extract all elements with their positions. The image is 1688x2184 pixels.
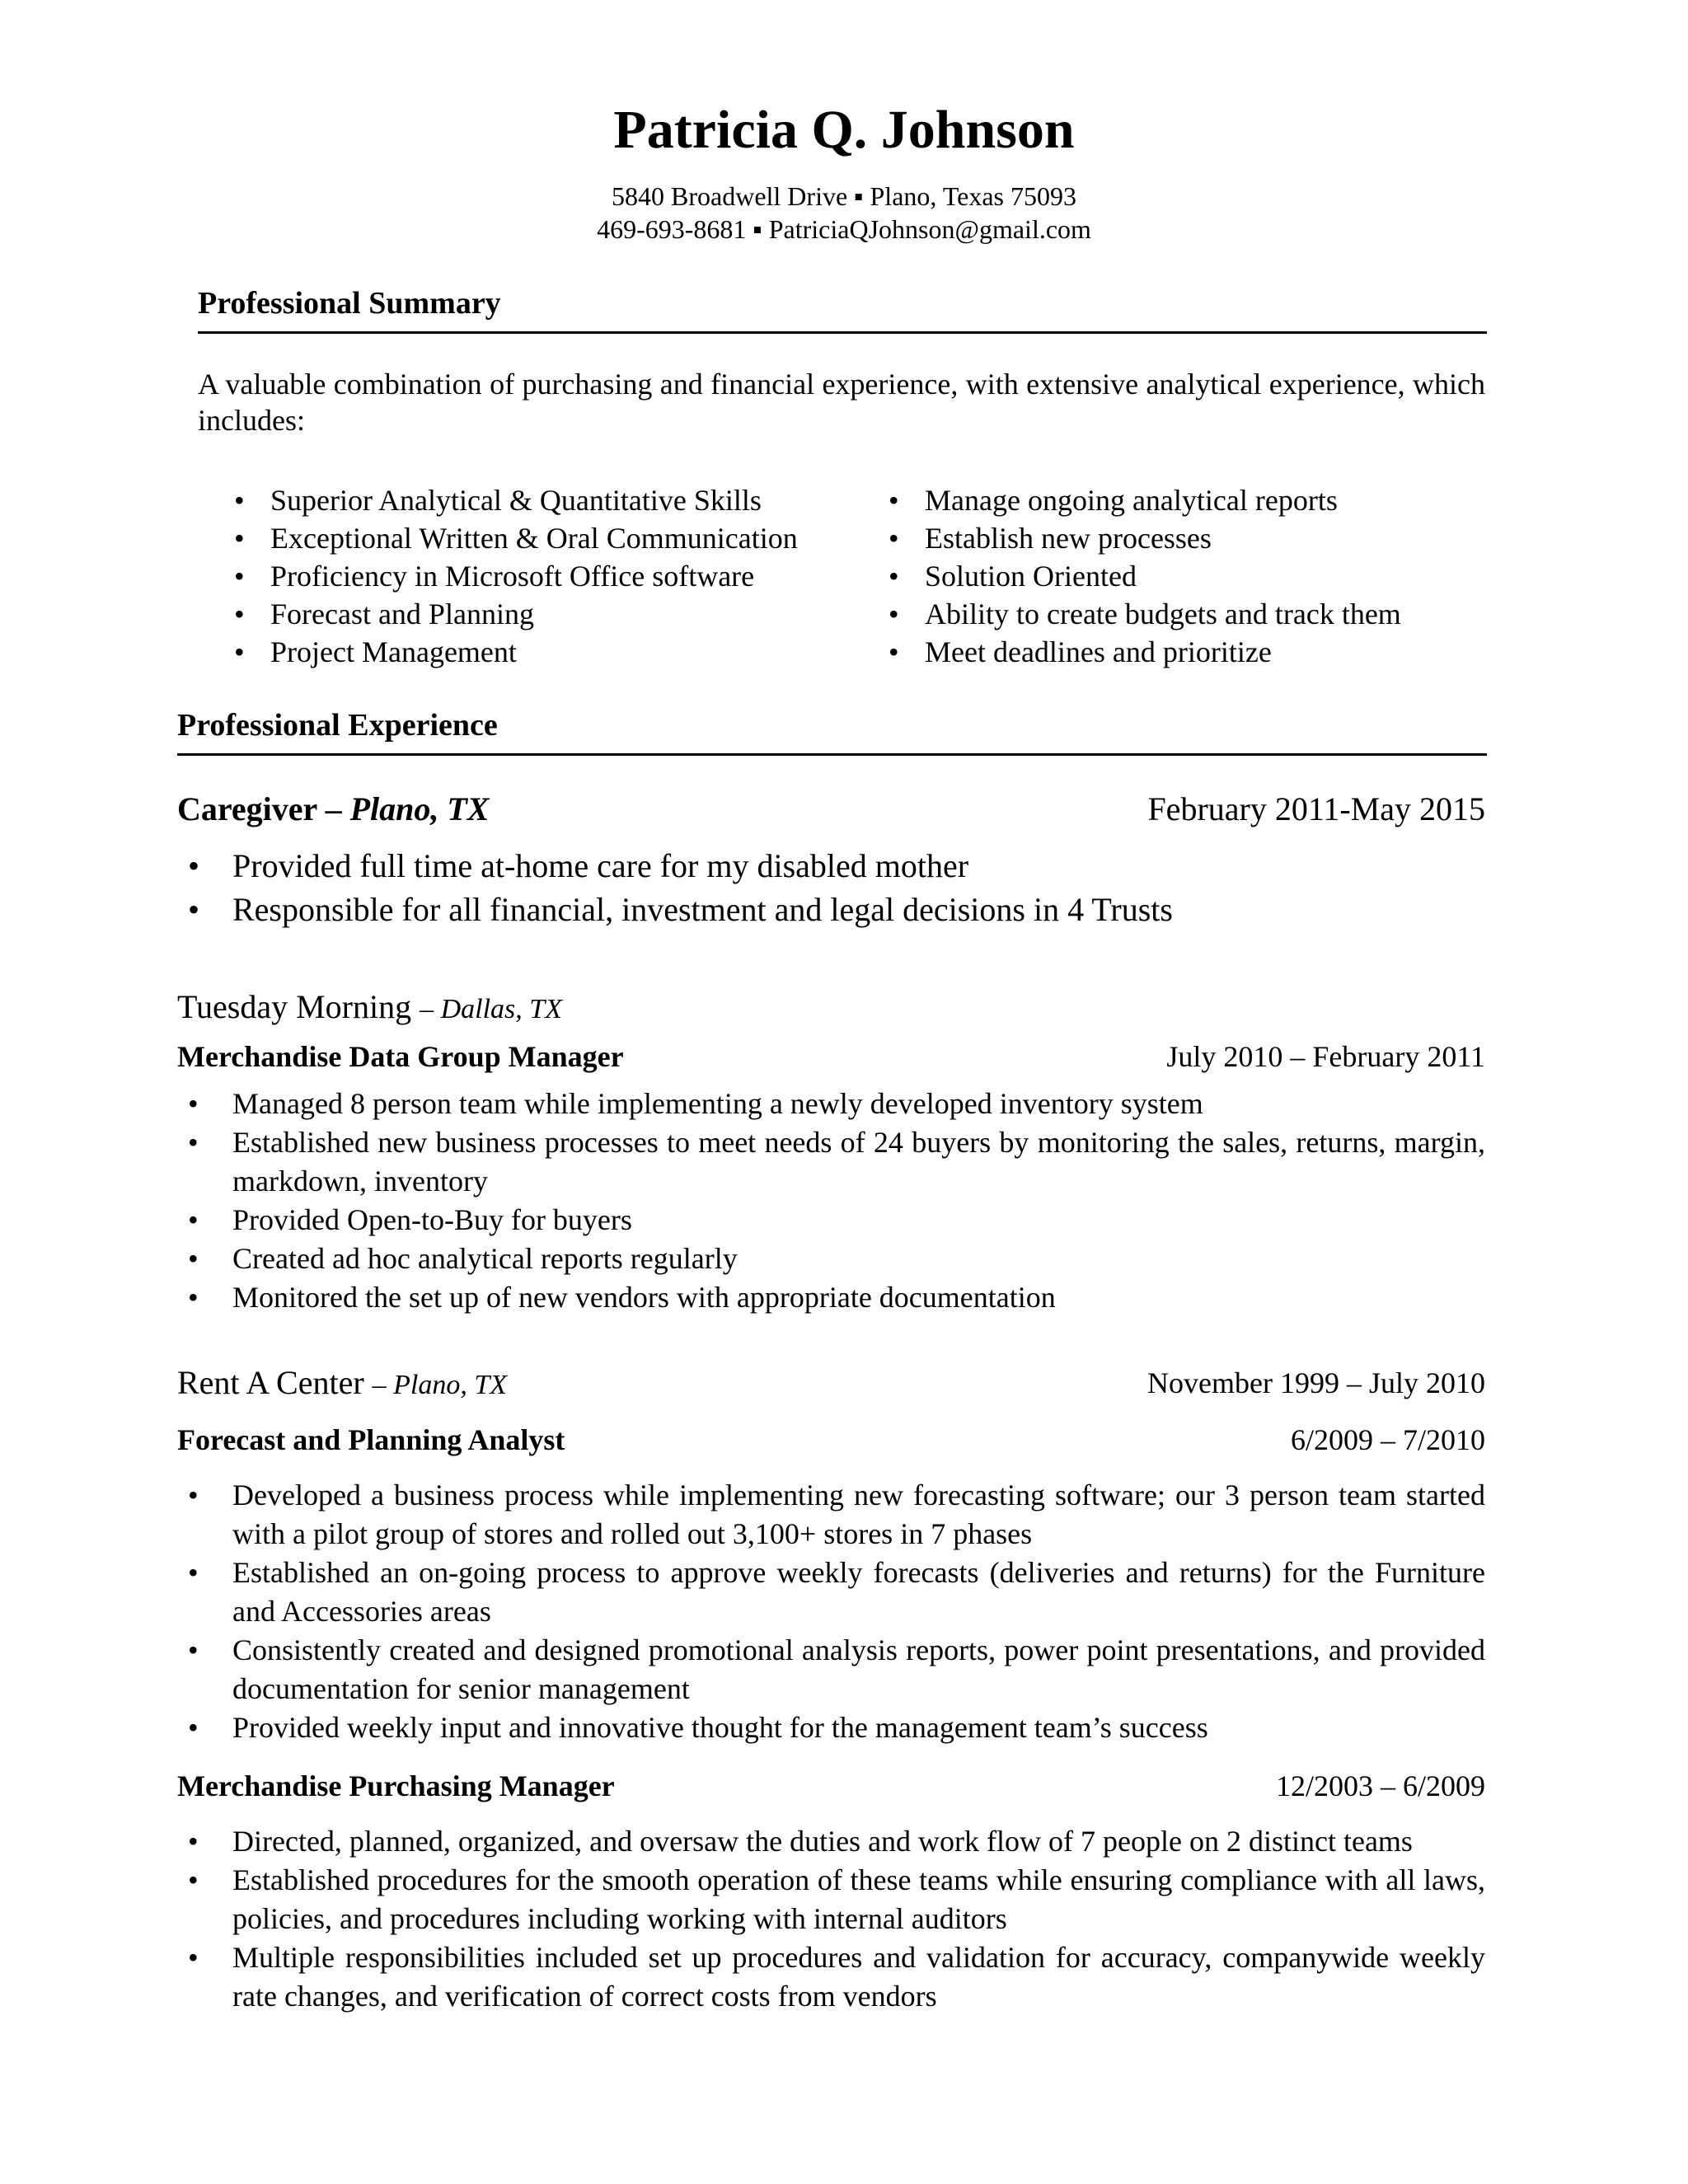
bullet-item: • Created ad hoc analytical reports regularly (232, 1240, 1485, 1278)
bullet-item: • Provided Open-to-Buy for buyers (232, 1201, 1485, 1240)
tuesday-dates: July 2010 – February 2011 (1166, 1040, 1485, 1073)
skill-item: • Proficiency in Microsoft Office software (234, 557, 798, 595)
bullet-item: • Multiple responsibilities included set up procedures and validation for accuracy, companywide weekly rate changes, and verification of correct costs from vendors (232, 1938, 1485, 2016)
skills-list-right (889, 481, 1401, 671)
rac-role1: Forecast and Planning Analyst (177, 1423, 565, 1456)
skill-item: • Forecast and Planning (234, 595, 798, 633)
bullet-item: • Established procedures for the smooth operation of these teams while ensuring compliance with all laws, policies, and procedures including working with internal auditors (232, 1861, 1485, 1938)
rac-dates: November 1999 – July 2010 (1147, 1366, 1485, 1399)
caregiver-location: Plano, TX (349, 790, 490, 827)
tuesday-role: Merchandise Data Group Manager (177, 1040, 624, 1073)
bullet-item: • Developed a business process while implementing new forecasting software; our 3 person team started with a pilot group of stores and rolled out 3,100+ stores in 7 phases (232, 1476, 1485, 1554)
tuesday-heading (177, 987, 562, 1029)
summary-rule (198, 331, 1487, 334)
rac-location: – Plano, TX (372, 1370, 508, 1400)
rac-role2-dates: 12/2003 – 6/2009 (1275, 1769, 1485, 1802)
caregiver-role: Caregiver – (177, 790, 342, 827)
experience-rule (177, 753, 1487, 756)
phone-email-line: 469-693-8681 ▪ PatriciaQJohnson@gmail.com (597, 214, 1091, 244)
rac-heading (177, 1363, 507, 1405)
rac-role2-bullets (232, 1822, 1485, 2016)
rac-company: Rent A Center (177, 1364, 364, 1401)
caregiver-heading (177, 790, 489, 829)
summary-text: A valuable combination of purchasing and financial experience, with extensive analytical experience, which includes: (198, 368, 1485, 437)
rac-role1-bullets (232, 1476, 1485, 1747)
bullet-item: • Established new business processes to meet needs of 24 buyers by monitoring the sales, returns, margin, markdown, inventory (232, 1123, 1485, 1201)
skill-item: • Superior Analytical & Quantitative Skills (234, 481, 798, 519)
rac-role2: Merchandise Purchasing Manager (177, 1769, 615, 1802)
bullet-item: • Directed, planned, organized, and oversaw the duties and work flow of 7 people on 2 distinct teams (232, 1822, 1485, 1861)
bullet-item: • Established an on-going process to approve weekly forecasts (deliveries and returns) for the Furniture and Accessories areas (232, 1554, 1485, 1631)
skill-item: • Project Management (234, 633, 798, 671)
bullet-item: • Provided weekly input and innovative thought for the management team’s success (232, 1708, 1485, 1747)
tuesday-company: Tuesday Morning (177, 988, 412, 1025)
bullet-item: • Responsible for all financial, investment and legal decisions in 4 Trusts (232, 888, 1485, 931)
rac-role1-dates: 6/2009 – 7/2010 (1290, 1423, 1485, 1456)
skill-item: • Solution Oriented (889, 557, 1401, 595)
skill-item: • Meet deadlines and prioritize (889, 633, 1401, 671)
skill-item: • Manage ongoing analytical reports (889, 481, 1401, 519)
tuesday-location: – Dallas, TX (420, 994, 562, 1024)
caregiver-bullets (232, 844, 1485, 931)
skill-item: • Exceptional Written & Oral Communication (234, 519, 798, 557)
skill-item: • Ability to create budgets and track them (889, 595, 1401, 633)
skills-list-left (234, 481, 798, 671)
address-line: 5840 Broadwell Drive ▪ Plano, Texas 75093 (612, 181, 1076, 211)
tuesday-bullets (232, 1085, 1485, 1317)
bullet-item: • Managed 8 person team while implementing a newly developed inventory system (232, 1085, 1485, 1123)
experience-title: Professional Experience (177, 708, 498, 743)
bullet-item: • Provided full time at-home care for my disabled mother (232, 844, 1485, 888)
caregiver-dates: February 2011-May 2015 (1147, 790, 1485, 827)
summary-title: Professional Summary (198, 286, 501, 321)
bullet-item: • Monitored the set up of new vendors with appropriate documentation (232, 1278, 1485, 1317)
bullet-item: • Consistently created and designed promotional analysis reports, power point presentations, and provided documentation for senior management (232, 1631, 1485, 1708)
candidate-name: Patricia Q. Johnson (613, 100, 1075, 160)
skill-item: • Establish new processes (889, 519, 1401, 557)
